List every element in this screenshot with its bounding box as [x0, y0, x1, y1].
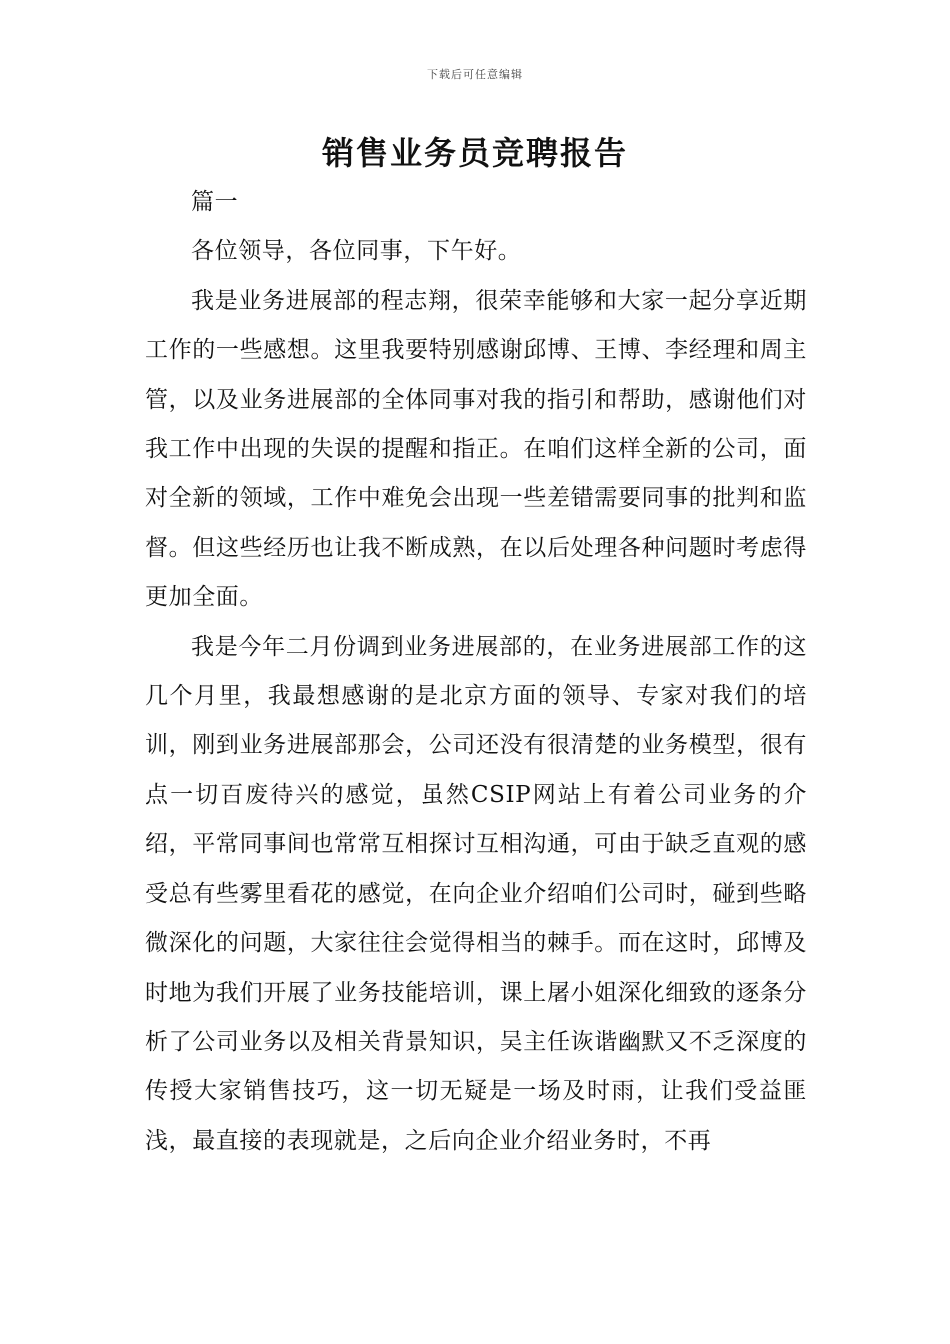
body-paragraph: 我是今年二月份调到业务进展部的，在业务进展部工作的这几个月里，我最想感谢的是北京方面的领导、专家对我们的培训，刚到业务进展部那会，公司还没有很清楚的业务模型，很有点一切百废待兴的感觉，虽然CSIP网站上有着公司业务的介绍，平常同事间也常常互相探讨互相沟通，可由于缺乏直观的感受总有些雾里看花的感觉，在向企业介绍咱们公司时，碰到些略微深化的问题，大家往往会觉得相当的棘手。而在这时，邱博及时地为我们开展了业务技能培训，课上屠小姐深化细致的逐条分析了公司业务以及相关背景知识，吴主任诙谐幽默又不乏深度的传授大家销售技巧，这一切无疑是一场及时雨，让我们受益匪浅，最直接的表现就是，之后向企业介绍业务时，不再: [145, 633, 807, 1154]
body-paragraph: 我是业务进展部的程志翔，很荣幸能够和大家一起分享近期工作的一些感想。这里我要特别感谢邱博、王博、李经理和周主管，以及业务进展部的全体同事对我的指引和帮助，感谢他们对我工作中出现的失误的提醒和指正。在咱们这样全新的公司，面对全新的领域，工作中难免会出现一些差错需要同事的批判和监督。但这些经历也让我不断成熟，在以后处理各种问题时考虑得更加全面。: [145, 287, 807, 611]
greeting-paragraph: 各位领导，各位同事，下午好。: [191, 238, 522, 265]
document-body: [145, 178, 807, 1166]
document-title: 销售业务员竞聘报告: [321, 134, 628, 172]
section-label: 篇一: [191, 189, 239, 215]
header-note: 下载后可任意编辑: [427, 68, 523, 81]
